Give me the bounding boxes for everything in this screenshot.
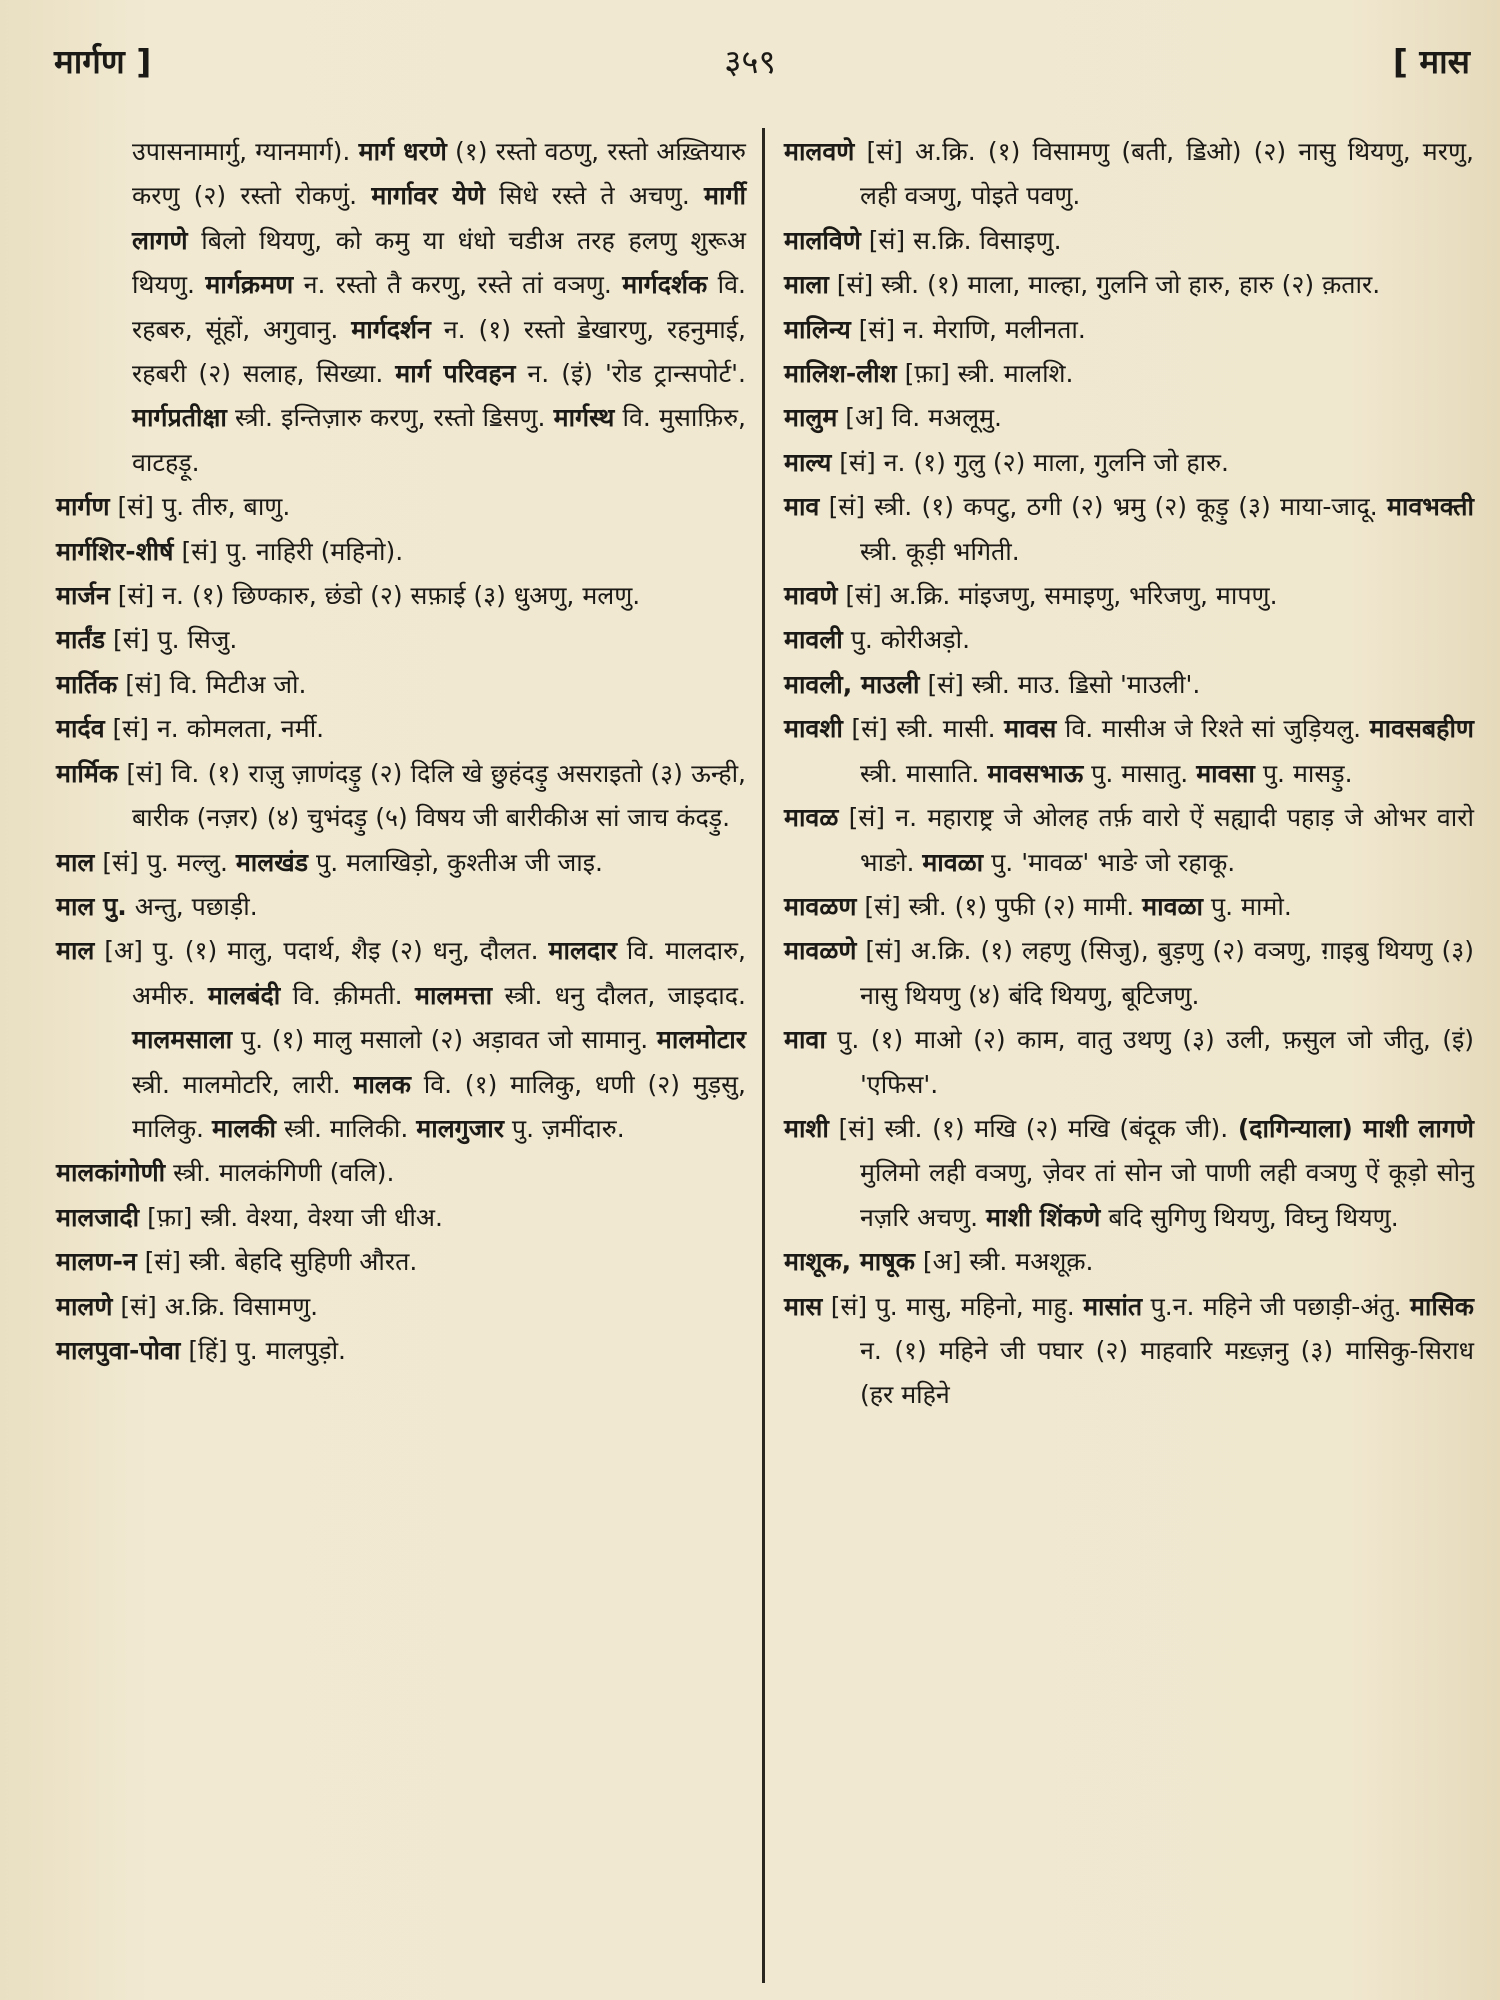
definition-text: [सं] पु. नाहिरी (महिनो). [173, 536, 404, 566]
definition-text: [सं] स्त्री. बेहदि सुहिणी औरत. [136, 1247, 418, 1277]
definition-text: स्त्री. कूड़ी भगिती. [860, 536, 1020, 566]
dictionary-entry [56, 841, 746, 885]
headword: माला [784, 270, 829, 300]
definition-text: पु. (१) मालु मसालो (२) अड़ावत जो सामानु. [232, 1025, 657, 1055]
headword: मार्मिक [56, 758, 119, 788]
dictionary-entry [784, 130, 1474, 219]
dictionary-entry [56, 929, 746, 1151]
headword: मालमत्ता [415, 980, 493, 1010]
dictionary-entry [784, 929, 1474, 1018]
definition-text: [फ़ा] स्त्री. मालशि. [896, 359, 1074, 389]
headword: मासिक [1409, 1291, 1474, 1321]
header-last-word: [ मास [1392, 42, 1470, 81]
definition-text: [सं] न. (१) गुलु (२) माला, गुलनि जो हारु. [831, 447, 1229, 477]
dictionary-entry [56, 1240, 746, 1284]
headword: मालदार [548, 936, 617, 966]
headword: मालकांगोणी [56, 1158, 166, 1188]
definition-text: [फ़ा] स्त्री. वेश्या, वेश्या जी धीअ. [139, 1202, 443, 1232]
page-number: ३५९ [724, 42, 776, 81]
definition-text: [सं] पु. मल्लु. [94, 847, 236, 877]
definition-text: [सं] स्त्री. (१) माला, माल्हा, गुलनि जो हारु, हारु (२) क़तार. [828, 270, 1381, 300]
definition-text: मुलिमो लही वञणु, ज़ेवर तां सोन जो पाणी लही वञणु ऐं कूड़ो सोनु नज़रि अचणु. [860, 1158, 1474, 1232]
definition-text: [सं] स.क्रि. विसाइणु. [860, 225, 1062, 255]
headword: माल पु. [56, 891, 127, 921]
headword: मालकी [211, 1113, 277, 1143]
headword: मावसबहीण [1369, 714, 1474, 744]
dictionary-entry [784, 485, 1474, 574]
definition-text: [अ] स्त्री. मअशूक़. [914, 1247, 1094, 1277]
definition-text: [सं] पु. मासु, महिनो, माहु. [822, 1291, 1084, 1321]
headword: मालणे [56, 1291, 113, 1321]
headword: मावली [784, 625, 843, 655]
headword: मावशी [784, 714, 843, 744]
headword: मार्गण [56, 492, 110, 522]
definition-text: न. (इं) 'रोड ट्रान्सपोर्ट'. [515, 359, 746, 389]
dictionary-entry [784, 441, 1474, 485]
dictionary-entry [56, 1196, 746, 1240]
definition-text: न. (१) महिने जी पघार (२) माहवारि मख़्ज़नु (३) मासिकु-सिराध (हर महिने [860, 1335, 1474, 1410]
headword: मार्गस्थ [553, 403, 615, 433]
headword: माल [56, 847, 95, 877]
definition-text: [सं] पु. तीरु, बाणु. [109, 492, 291, 522]
definition-text: [सं] स्त्री. माउ. ॾिसो 'माउली'. [919, 669, 1201, 699]
dictionary-entry [56, 618, 746, 662]
headword: मालविणे [784, 225, 861, 255]
headword: मालमसाला [132, 1025, 233, 1055]
definition-text: [सं] अ.क्रि. (१) लहणु (सिजु), बुड़णु (२) वञणु, ग़ाइबु थियणु (३) नासु थियणु (४) बंदि थियणु, बूटिजणु. [856, 936, 1474, 1010]
headword: मालुम [784, 403, 838, 433]
headword: मावसभाऊ [987, 758, 1084, 788]
definition-text: स्त्री. धनु दौलत, जाइदाद. [492, 980, 746, 1010]
dictionary-entry [784, 1240, 1474, 1284]
headword: मार्गावर येणे [371, 181, 485, 211]
headword: माशी शिंकणे [986, 1202, 1101, 1232]
dictionary-entry [784, 308, 1474, 352]
headword: मावळण [784, 891, 857, 921]
definition-text: [सं] अ.क्रि. विसामणु. [112, 1291, 319, 1321]
definition-text: स्त्री. मालिकी. [276, 1113, 417, 1143]
left-column [56, 130, 746, 1373]
definition-text: पु. मासातु. [1083, 758, 1197, 788]
definition-text: पु. 'मावळ' भाङे जो रहाकू. [983, 847, 1236, 877]
headword: मावसा [1196, 758, 1255, 788]
headword: मार्गदर्शक [622, 270, 708, 300]
definition-text: स्त्री. मालमोटरि, लारी. [132, 1069, 354, 1099]
definition-text: वि. मालदारु, अमीरु. [132, 936, 746, 1010]
headword: माल [56, 936, 95, 966]
definition-text: [सं] वि. (१) राज़ु ज़ाणंदड़ु (२) दिलि खे छुहंदड़ु असराइतो (३) ऊन्ही, बारीक (नज़र) (४) चुभंदड़ु (५) विषय जी बारीकीअ सां जाच कंदड़ु. [118, 758, 746, 833]
headword: माल्य [784, 447, 832, 477]
definition-text: पु.न. महिने जी पछाड़ी-अंतु. [1142, 1291, 1410, 1321]
definition-text: [सं] स्त्री. (१) पुफी (२) मामी. [856, 891, 1143, 921]
headword: मालक [353, 1069, 411, 1099]
headword: मार्जन [56, 581, 110, 611]
column-divider [762, 128, 765, 1983]
definition-text: [सं] न. (१) छिण्कारु, छंडो (२) सफ़ाई (३) धुअणु, मलणु. [109, 581, 641, 611]
headword: माशी [784, 1113, 829, 1143]
dictionary-entry [56, 1151, 746, 1195]
dictionary-entry [784, 1107, 1474, 1240]
headword: मालण-न [56, 1247, 137, 1277]
definition-text: [सं] न. महाराष्ट्र जे ओलह तर्फ़ वारो ऐं सह्यादी पहाड़ जे ओभर वारो भाङो. [838, 803, 1474, 877]
dictionary-entry [56, 885, 746, 929]
dictionary-entry [784, 1285, 1474, 1418]
dictionary-entry [784, 663, 1474, 707]
definition-text: स्त्री. मालकंगिणी (वलि). [165, 1158, 395, 1188]
definition-text: पु. मामो. [1202, 891, 1292, 921]
definition-text: पु. मलाखिड़ो, कुश्तीअ जी जाइ. [308, 847, 603, 877]
definition-text: पु. मासड़ु. [1254, 758, 1353, 788]
headword: माशूक, माषूक [784, 1247, 915, 1277]
dictionary-entry [56, 574, 746, 618]
definition-text: स्त्री. इन्तिज़ारु करणु, रस्तो ॾिसणु. [226, 403, 554, 433]
definition-text: उपासनामार्गु, ग्यानमार्ग). [132, 137, 359, 166]
headword: मार्गदर्शन [351, 314, 431, 344]
definition-text: [सं] स्त्री. (१) कपटु, ठगी (२) भ्रमु (२) कूड़ु (३) माया-जादू. [819, 492, 1387, 522]
dictionary-entry [56, 485, 746, 529]
dictionary-entry [56, 130, 746, 485]
headword: मावळ [784, 803, 839, 833]
dictionary-entry [784, 1018, 1474, 1107]
headword: मालमोटार [656, 1025, 746, 1055]
definition-text: वि. क़ीमती. [280, 980, 415, 1010]
dictionary-entry [784, 396, 1474, 440]
headword: मालवणे [784, 137, 855, 166]
dictionary-entry [784, 885, 1474, 929]
definition-text: वि. मासीअ जे रिश्ते सां जुड़ियलु. [1056, 714, 1370, 744]
dictionary-entry [56, 752, 746, 841]
headword: माव [784, 492, 820, 522]
dictionary-entry [784, 352, 1474, 396]
definition-text: [सं] अ.क्रि. (१) विसामणु (बती, ॾिओ) (२) नासु थियणु, मरणु, लही वञणु, पोइते पवणु. [854, 137, 1474, 211]
headword: मार्गप्रतीक्षा [132, 403, 227, 433]
headword: मालगुजार [416, 1113, 504, 1143]
headword: मार्गशिर-शीर्ष [56, 536, 174, 566]
headword: मालपुवा-पोवा [56, 1335, 181, 1365]
headword: मालिन्य [784, 314, 851, 344]
definition-text: [सं] न. कोमलता, नर्मी. [104, 714, 325, 744]
headword: मालजादी [56, 1202, 140, 1232]
definition-text: [सं] पु. सिजु. [105, 625, 238, 655]
definition-text: वि. (१) मालिकु, धणी (२) मुड़सु, मालिकु. [132, 1069, 746, 1143]
dictionary-entry [56, 707, 746, 751]
headword: मार्तंड [56, 625, 106, 655]
dictionary-entry [784, 618, 1474, 662]
definition-text: अन्तु, पछाड़ी. [126, 891, 258, 921]
definition-text: [सं] स्त्री. (१) मखि (२) मखि (बंदूक जी). [828, 1113, 1238, 1143]
definition-text: [सं] अ.क्रि. मांइजणु, समाइणु, भरिजणु, मापणु. [837, 581, 1278, 611]
definition-text: [सं] वि. मिटीअ जो. [117, 669, 307, 699]
definition-text: वि. मुसाफ़िरु, वाटहड़ू. [132, 403, 746, 477]
definition-text: [हिं] पु. मालपुड़ो. [180, 1335, 347, 1365]
definition-text: वि. रहबरु, सूंहों, अगुवानु. [132, 270, 746, 344]
definition-text: सिधे रस्ते ते अचणु. [484, 181, 704, 211]
headword: मार्तिक [56, 669, 118, 699]
definition-text: न. रस्तो तै करणु, रस्ते तां वञणु. [293, 270, 623, 300]
headword: मावळा [1142, 891, 1203, 921]
dictionary-entry [784, 263, 1474, 307]
headword: (दागिन्याला) माशी लागणे [1237, 1113, 1474, 1143]
headword: मावळा [922, 847, 984, 877]
header-first-word: मार्गण ] [54, 42, 152, 81]
definition-text: (१) रस्तो वठणु, रस्तो अख़्तियारु करणु (२) रस्तो रोकणुं. [132, 137, 746, 211]
definition-text: स्त्री. मासाति. [860, 758, 988, 788]
headword: मार्दव [56, 714, 105, 744]
dictionary-entry [784, 219, 1474, 263]
definition-text: [अ] पु. (१) मालु, पदार्थ, शैइ (२) धनु, दौलत. [94, 936, 549, 966]
dictionary-entry [784, 796, 1474, 885]
headword: मावली, माउली [784, 669, 920, 699]
headword: मावणे [784, 581, 838, 611]
headword: मासांत [1083, 1291, 1143, 1321]
headword: मालिश-लीश [784, 359, 897, 389]
headword: मालबंदी [207, 980, 281, 1010]
dictionary-entry [56, 1329, 746, 1373]
dictionary-entry [56, 530, 746, 574]
dictionary-entry [784, 574, 1474, 618]
headword: मार्गक्रमण [205, 270, 294, 300]
headword: मार्गी लागणे [132, 181, 746, 255]
headword: मालखंड [235, 847, 309, 877]
headword: मास [784, 1291, 823, 1321]
definition-text: पु. ज़मींदारु. [503, 1113, 625, 1143]
page-header [0, 38, 1500, 98]
definition-text: [अ] वि. मअलूमु. [837, 403, 1002, 433]
definition-text: पु. (१) माओ (२) काम, वातु उथणु (३) उली, फ़सुल जो जीतु, (इं) 'एफिस'. [825, 1025, 1474, 1099]
definition-text: [सं] स्त्री. मासी. [842, 714, 1005, 744]
headword: मार्ग परिवहन [395, 359, 516, 389]
headword: मार्ग धरणे [358, 137, 447, 166]
dictionary-entry [56, 1285, 746, 1329]
headword: मावभक्ती [1386, 492, 1474, 522]
dictionary-entry [784, 707, 1474, 796]
definition-text: न. (१) रस्तो ॾेखारणु, रहनुमाई, रहबरी (२) सलाह, सिख्या. [132, 314, 746, 389]
definition-text: बिलो थियणु, को कमु या धंधो चडीअ तरह हलणु शुरूअ थियणु. [132, 225, 746, 300]
definition-text: पु. कोरीअड़ो. [842, 625, 971, 655]
headword: मावळणे [784, 936, 857, 966]
dictionary-entry [56, 663, 746, 707]
definition-text: बदि सुगिणु थियणु, विघ्नु थियणु. [1100, 1202, 1399, 1232]
right-column [784, 130, 1474, 1418]
definition-text: [सं] न. मेराणि, मलीनता. [850, 314, 1086, 344]
headword: मावस [1004, 714, 1057, 744]
headword: मावा [784, 1025, 826, 1055]
